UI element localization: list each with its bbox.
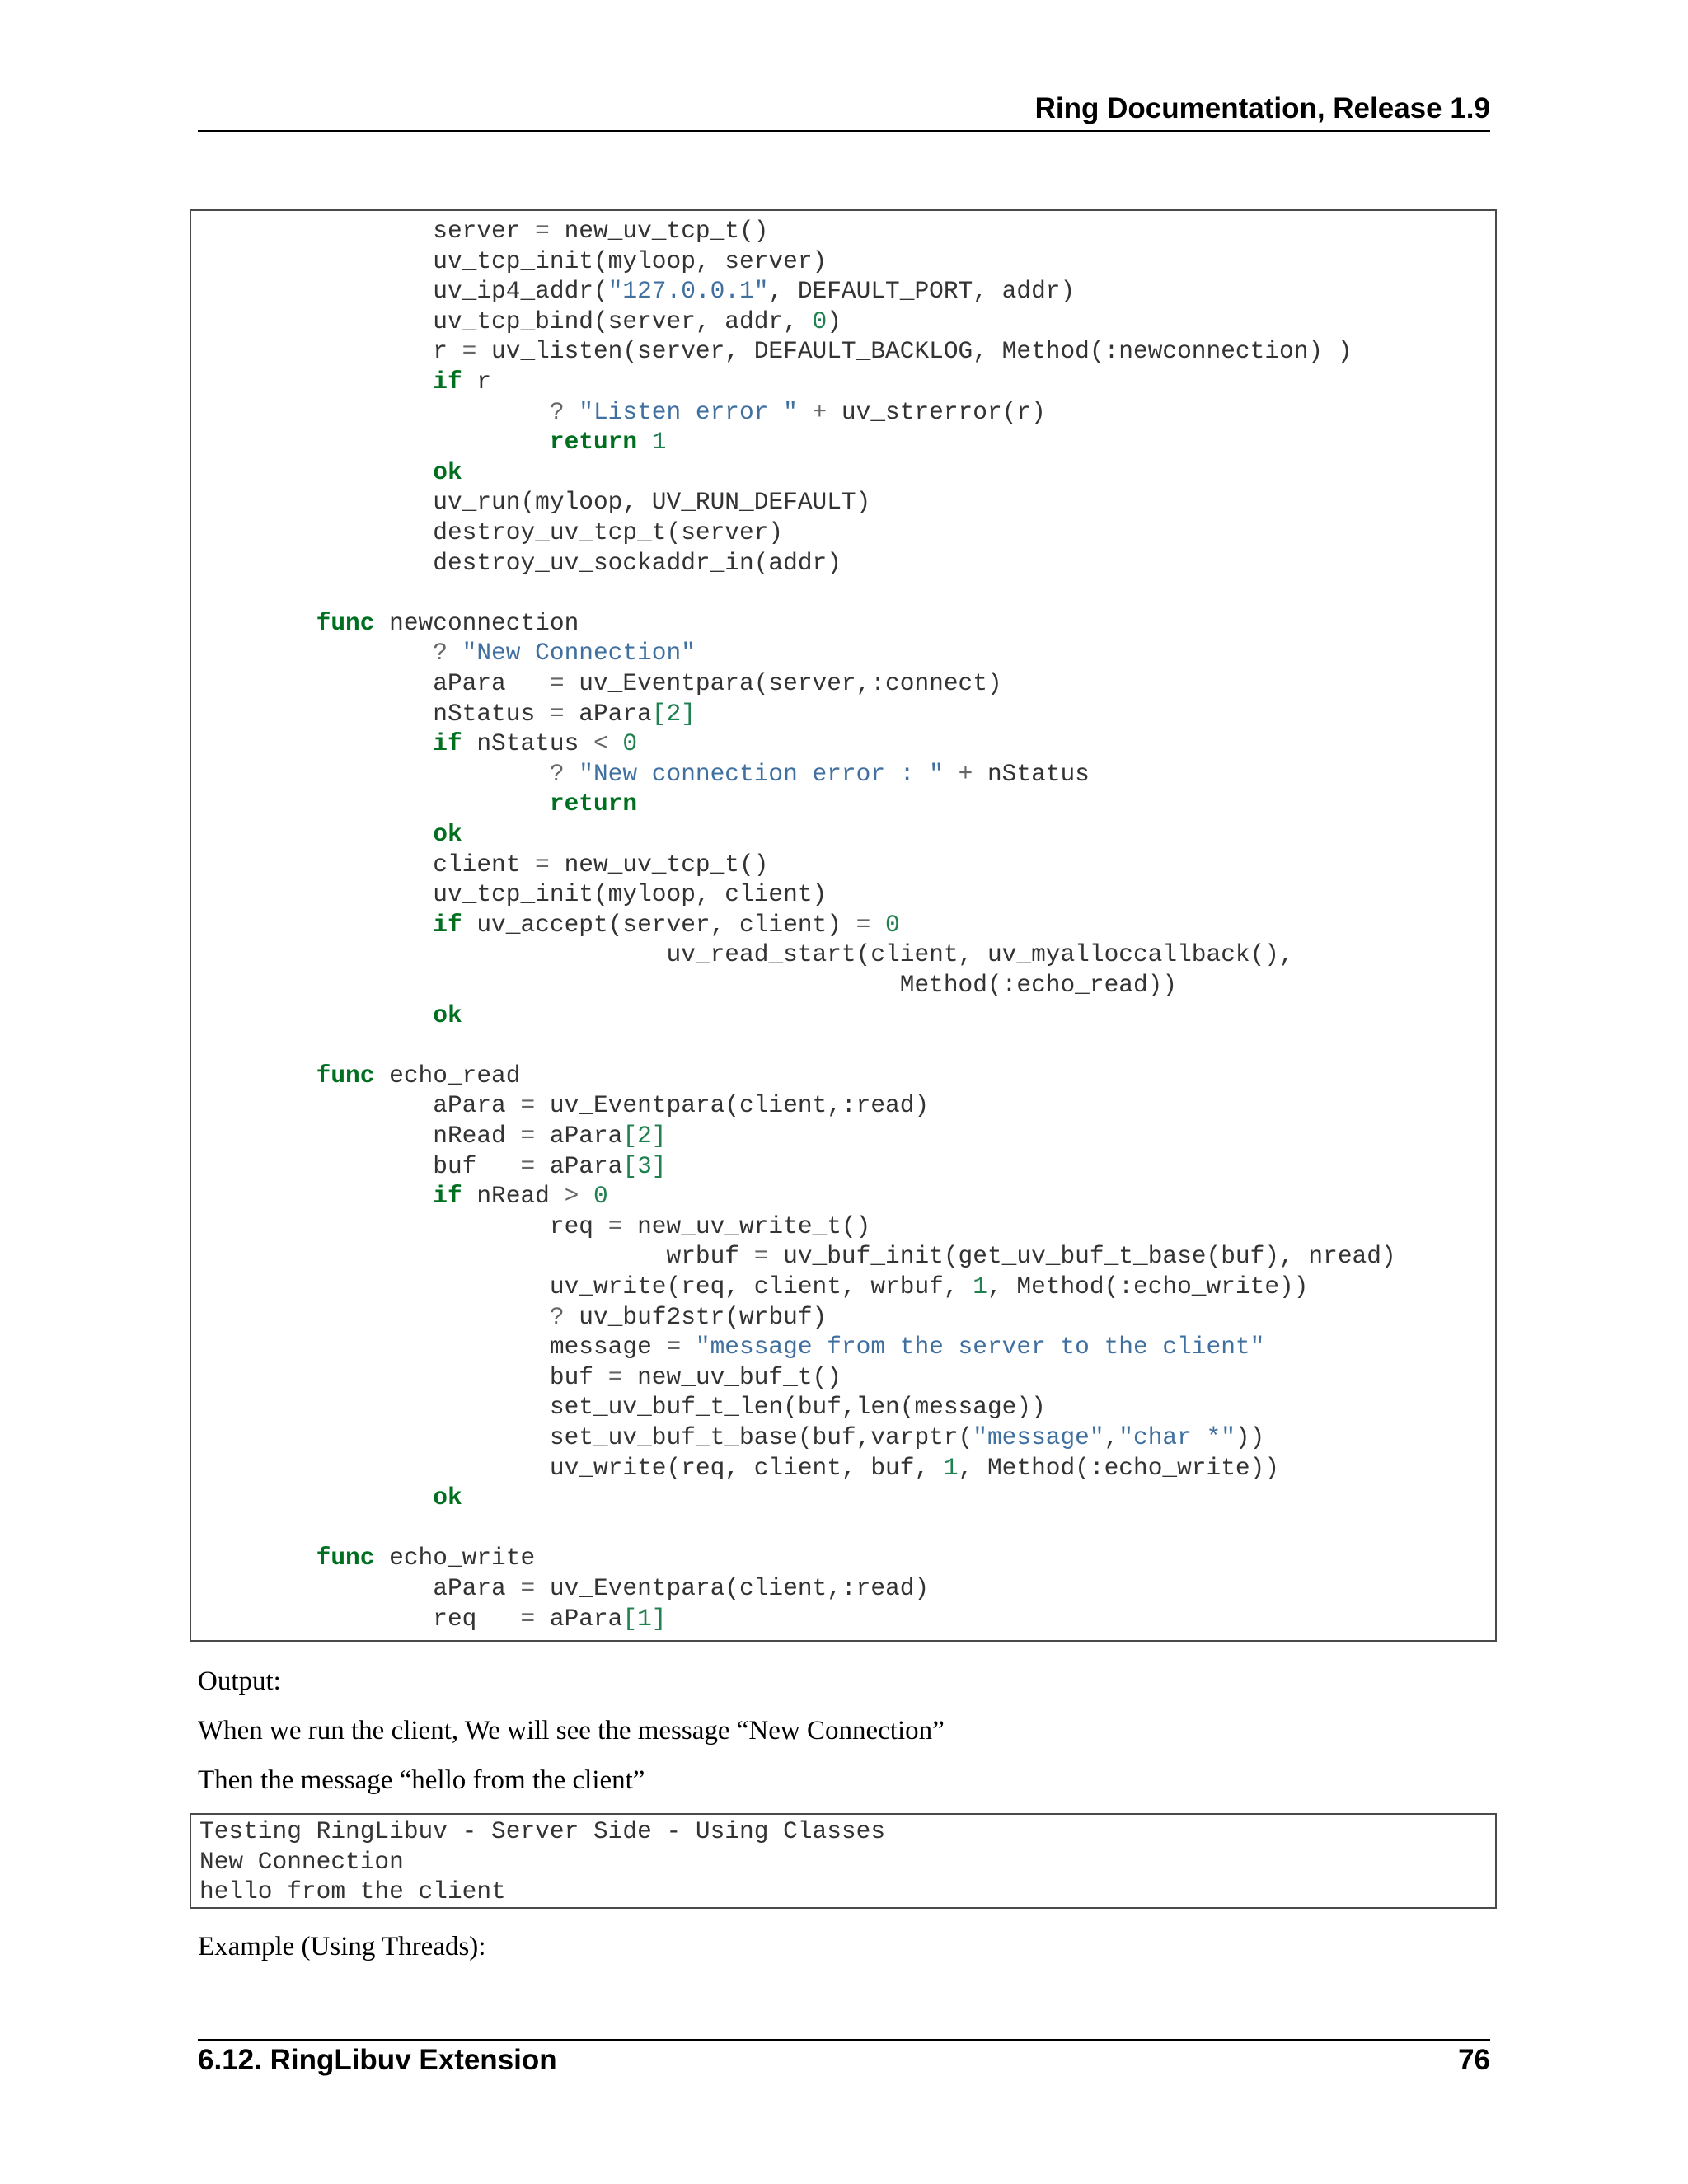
output-block bbox=[190, 1813, 1497, 1909]
code-token bbox=[199, 790, 550, 818]
code-line bbox=[199, 427, 667, 457]
code-line bbox=[199, 518, 783, 548]
code-token: destroy_uv_tcp_t(server) bbox=[199, 518, 784, 546]
code-line bbox=[199, 276, 1075, 307]
code-token: uv_run(myloop, UV_RUN_DEFAULT) bbox=[199, 488, 871, 517]
code-token: destroy_uv_sockaddr_in(addr) bbox=[199, 548, 842, 577]
code-token: "New Connection" bbox=[462, 639, 696, 668]
code-token bbox=[681, 1333, 696, 1361]
paragraph-then-message: Then the message “hello from the client” bbox=[198, 1765, 645, 1795]
output-line: hello from the client bbox=[199, 1877, 506, 1906]
code-token: uv_buf_init(get_uv_buf_t_base(buf), nread) bbox=[768, 1242, 1396, 1271]
code-line bbox=[199, 1483, 462, 1513]
code-token: func bbox=[316, 608, 375, 637]
code-token: uv_tcp_init(myloop, server) bbox=[199, 246, 828, 275]
code-token: "127.0.0.1" bbox=[607, 277, 769, 306]
code-token bbox=[199, 368, 433, 396]
code-token: + bbox=[958, 759, 973, 788]
code-token: req bbox=[199, 1212, 608, 1240]
code-token bbox=[199, 458, 433, 486]
code-token bbox=[199, 760, 550, 788]
code-token: [3] bbox=[622, 1151, 667, 1180]
code-line bbox=[199, 940, 1294, 970]
code-line bbox=[199, 729, 637, 759]
code-line bbox=[199, 397, 1046, 428]
code-token: req bbox=[199, 1604, 521, 1633]
code-token: "message from the server to the client" bbox=[695, 1333, 1265, 1361]
code-token: ok bbox=[433, 820, 462, 848]
code-token: uv_tcp_bind(server, addr, bbox=[199, 307, 813, 335]
code-line bbox=[199, 1061, 520, 1091]
code-token: 1 bbox=[973, 1272, 987, 1301]
code-token: 0 bbox=[885, 910, 900, 939]
code-token: uv_tcp_init(myloop, client) bbox=[199, 880, 828, 909]
code-token bbox=[199, 428, 550, 456]
code-token: new_uv_write_t() bbox=[622, 1212, 871, 1240]
code-token: nStatus bbox=[462, 729, 593, 758]
code-token: buf bbox=[199, 1362, 608, 1391]
code-token bbox=[608, 729, 623, 757]
code-token: = bbox=[535, 217, 550, 245]
code-token bbox=[199, 609, 316, 637]
code-line bbox=[199, 1604, 667, 1634]
code-line bbox=[199, 638, 696, 668]
code-line bbox=[199, 1151, 667, 1182]
code-token: ? bbox=[549, 759, 565, 788]
code-line bbox=[199, 970, 1177, 1001]
code-token bbox=[199, 911, 433, 939]
code-line bbox=[199, 819, 462, 850]
code-token: < bbox=[593, 729, 608, 758]
code-line bbox=[199, 1121, 667, 1151]
code-token bbox=[199, 1483, 433, 1511]
code-line bbox=[199, 1362, 842, 1393]
code-token: nStatus bbox=[199, 699, 550, 728]
code-line bbox=[199, 1422, 1264, 1453]
code-token: = bbox=[520, 1151, 536, 1180]
code-token: = bbox=[549, 669, 565, 697]
code-token: 0 bbox=[593, 1182, 608, 1211]
code-token: = bbox=[666, 1333, 682, 1361]
code-token: "Listen error " bbox=[579, 397, 798, 426]
code-line bbox=[199, 216, 768, 246]
code-token: nRead bbox=[462, 1182, 565, 1211]
code-token: ok bbox=[433, 457, 462, 486]
code-token: "New connection error : " bbox=[579, 759, 944, 788]
code-token bbox=[199, 1544, 316, 1572]
code-token bbox=[199, 729, 433, 757]
header-title: Ring Documentation, Release 1.9 bbox=[1034, 92, 1490, 124]
code-token: 1 bbox=[651, 428, 667, 457]
code-token: if bbox=[433, 729, 462, 758]
code-token: uv_write(req, client, buf, bbox=[199, 1453, 944, 1482]
code-token: if bbox=[433, 368, 462, 396]
code-token: echo_read bbox=[374, 1061, 521, 1090]
code-token: 0 bbox=[812, 307, 828, 335]
code-token: nStatus bbox=[973, 759, 1090, 788]
code-line bbox=[199, 307, 842, 337]
code-token: server bbox=[199, 217, 536, 245]
code-token: [2] bbox=[622, 1122, 667, 1150]
code-line bbox=[199, 246, 827, 277]
code-token: , Method(:echo_write)) bbox=[958, 1453, 1280, 1482]
code-token: uv_Eventpara(client,:read) bbox=[535, 1091, 930, 1120]
code-token: aPara bbox=[199, 1091, 521, 1120]
code-line bbox=[199, 759, 1090, 790]
code-line bbox=[199, 367, 491, 397]
code-token: )) bbox=[1235, 1423, 1265, 1451]
footer-page-number: 76 bbox=[1458, 2044, 1490, 2076]
code-token: "char *" bbox=[1118, 1423, 1236, 1451]
code-token: aPara bbox=[535, 1151, 623, 1180]
code-token: buf bbox=[199, 1151, 521, 1180]
code-line bbox=[199, 457, 462, 488]
code-token: new_uv_tcp_t() bbox=[549, 850, 769, 879]
code-line bbox=[199, 1090, 929, 1121]
code-token: , DEFAULT_PORT, addr) bbox=[768, 277, 1076, 306]
code-token: = bbox=[535, 850, 550, 879]
code-token bbox=[637, 428, 652, 456]
code-line bbox=[199, 1181, 608, 1212]
code-line bbox=[199, 548, 842, 579]
code-line bbox=[199, 1001, 462, 1031]
code-token bbox=[565, 760, 579, 788]
code-token: if bbox=[433, 1182, 462, 1211]
code-line bbox=[199, 699, 696, 729]
code-token bbox=[944, 760, 959, 788]
code-token: uv_read_start(client, uv_myalloccallback(), bbox=[199, 940, 1294, 969]
code-line bbox=[199, 487, 870, 518]
code-token: ? bbox=[549, 397, 565, 426]
code-line bbox=[199, 789, 637, 819]
code-token: uv_Eventpara(server,:connect) bbox=[564, 669, 1002, 697]
code-line bbox=[199, 608, 579, 639]
code-token: uv_listen(server, DEFAULT_BACKLOG, Method(:newconnection) ) bbox=[476, 337, 1353, 366]
code-token: aPara bbox=[564, 699, 652, 728]
code-token: > bbox=[564, 1182, 579, 1211]
code-token: wrbuf bbox=[199, 1242, 754, 1271]
code-token: aPara bbox=[199, 1574, 521, 1602]
code-token: return bbox=[549, 428, 638, 457]
paragraph-example-threads: Example (Using Threads): bbox=[198, 1932, 486, 1961]
code-line bbox=[199, 1212, 870, 1242]
code-token: = bbox=[753, 1242, 769, 1271]
code-token: ? bbox=[549, 1302, 565, 1331]
footer-rule bbox=[198, 2039, 1490, 2041]
code-line bbox=[199, 668, 1002, 699]
code-token: = bbox=[856, 910, 871, 939]
code-token: uv_ip4_addr( bbox=[199, 277, 608, 306]
code-token: = bbox=[607, 1362, 623, 1391]
code-token: = bbox=[462, 337, 477, 366]
code-token: set_uv_buf_t_base(buf,varptr( bbox=[199, 1423, 973, 1451]
code-token: aPara bbox=[535, 1604, 623, 1633]
code-token: aPara bbox=[199, 669, 550, 697]
paragraph-run-client: When we run the client, We will see the message “New Connection” bbox=[198, 1716, 945, 1746]
code-token: echo_write bbox=[374, 1544, 536, 1572]
code-token bbox=[199, 1303, 550, 1331]
code-token bbox=[199, 1001, 433, 1029]
code-token bbox=[199, 398, 550, 426]
code-token: ) bbox=[827, 307, 842, 335]
code-token bbox=[199, 1182, 433, 1210]
code-token: new_uv_buf_t() bbox=[622, 1362, 842, 1391]
output-line: New Connection bbox=[199, 1847, 404, 1876]
code-line bbox=[199, 1543, 535, 1573]
code-token bbox=[579, 1182, 593, 1210]
code-token: r bbox=[462, 368, 492, 396]
code-token bbox=[798, 398, 813, 426]
code-token: return bbox=[549, 790, 638, 818]
code-token: newconnection bbox=[374, 608, 579, 637]
code-line bbox=[199, 850, 768, 880]
code-line bbox=[199, 879, 827, 910]
code-token: = bbox=[520, 1604, 536, 1633]
code-token: [1] bbox=[622, 1604, 667, 1633]
code-token: uv_accept(server, client) bbox=[462, 910, 856, 939]
code-token: client bbox=[199, 850, 536, 879]
code-block bbox=[190, 209, 1497, 1642]
code-line bbox=[199, 1332, 1264, 1362]
code-token: uv_Eventpara(client,:read) bbox=[535, 1574, 930, 1602]
code-token: [2] bbox=[651, 699, 696, 728]
code-line bbox=[199, 910, 900, 940]
code-token: = bbox=[549, 699, 565, 728]
code-token: r bbox=[199, 337, 462, 366]
code-token: = bbox=[520, 1122, 536, 1150]
code-token: = bbox=[520, 1091, 536, 1120]
output-line: Testing RingLibuv - Server Side - Using Classes bbox=[199, 1817, 886, 1845]
code-token: = bbox=[607, 1212, 623, 1240]
code-token: + bbox=[812, 397, 828, 426]
code-token bbox=[199, 1062, 316, 1090]
code-token: ? bbox=[433, 639, 448, 668]
code-token: set_uv_buf_t_len(buf,len(message)) bbox=[199, 1393, 1046, 1422]
code-token: ok bbox=[433, 1001, 462, 1029]
code-token bbox=[448, 639, 462, 667]
code-line bbox=[199, 1573, 929, 1604]
code-token bbox=[870, 911, 885, 939]
code-line bbox=[199, 1272, 1308, 1302]
code-token: , Method(:echo_write)) bbox=[987, 1272, 1309, 1301]
code-token bbox=[199, 639, 433, 667]
code-token: func bbox=[316, 1061, 375, 1090]
code-token bbox=[199, 820, 433, 848]
code-line bbox=[199, 1302, 827, 1333]
code-token: uv_buf2str(wrbuf) bbox=[564, 1302, 828, 1331]
code-token: nRead bbox=[199, 1122, 521, 1150]
code-token: Method(:echo_read)) bbox=[199, 971, 1178, 999]
code-token: message bbox=[199, 1333, 667, 1361]
code-token: 0 bbox=[622, 729, 638, 758]
code-token: func bbox=[316, 1544, 375, 1572]
code-token: = bbox=[520, 1574, 536, 1602]
code-token: uv_write(req, client, wrbuf, bbox=[199, 1272, 973, 1301]
output-label: Output: bbox=[198, 1666, 281, 1696]
code-token: new_uv_tcp_t() bbox=[549, 217, 769, 245]
code-token: uv_strerror(r) bbox=[827, 397, 1046, 426]
code-token: "message" bbox=[973, 1423, 1104, 1451]
code-token: , bbox=[1104, 1423, 1119, 1451]
code-token: if bbox=[433, 910, 462, 939]
code-line bbox=[199, 1453, 1279, 1483]
header-rule bbox=[198, 130, 1490, 132]
code-line bbox=[199, 1241, 1396, 1272]
code-token: 1 bbox=[943, 1453, 959, 1482]
code-token: ok bbox=[433, 1483, 462, 1512]
code-token: aPara bbox=[535, 1122, 623, 1150]
code-line bbox=[199, 336, 1353, 367]
footer-section-title: 6.12. RingLibuv Extension bbox=[198, 2044, 557, 2076]
code-token bbox=[565, 398, 579, 426]
code-line bbox=[199, 1392, 1046, 1422]
